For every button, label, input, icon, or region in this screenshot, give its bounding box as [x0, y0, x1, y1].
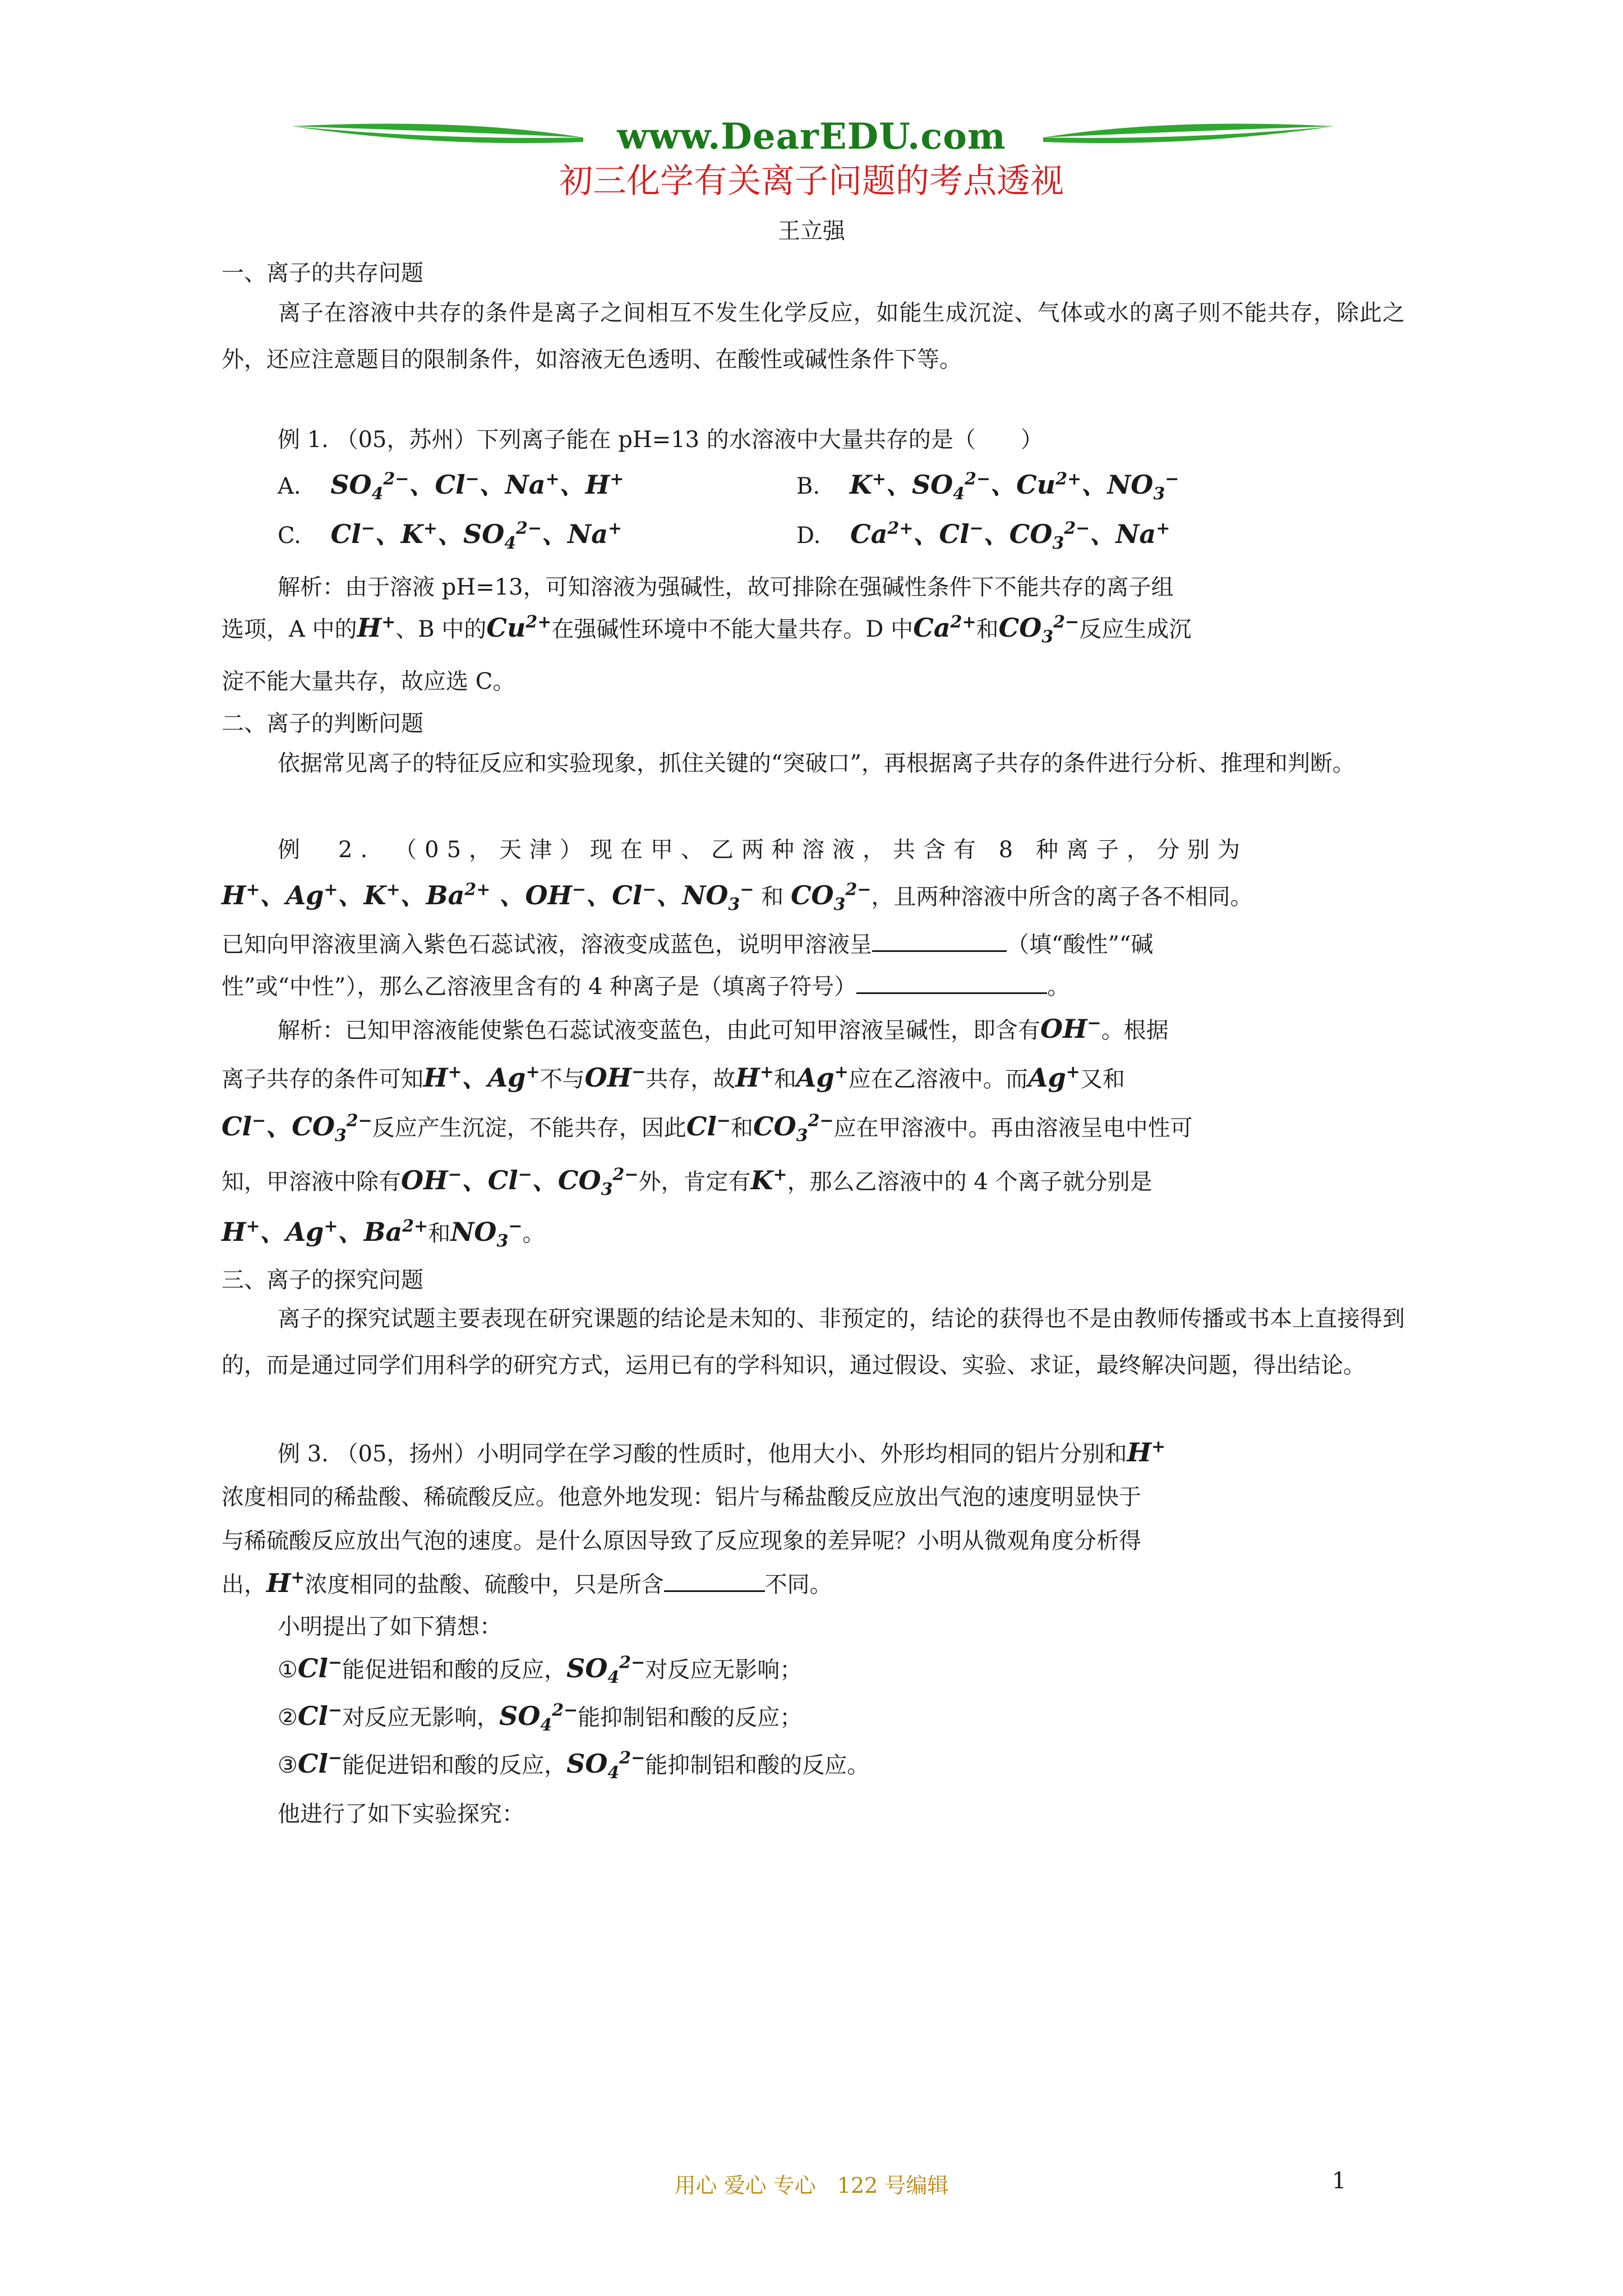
example-2-line-2: H+、Ag+、K+、$Ba^{2+}$ 、OH−、Cl−、$NO_3^-$ 和 $CO_3^{2-}$，且两种溶液中所含的离子各不相同。: [222, 880, 1253, 915]
example-1-question: 例 1. （05，苏州）下列离子能在 pH=13 的水溶液中大量共存的是（ ）: [278, 427, 1043, 453]
paragraph-2: 依据常见离子的特征反应和实验现象，抓住关键的“突破口”，再根据离子共存的条件进行分析、推理和判断。: [278, 751, 1355, 776]
section-heading-2: 二、离子的判断问题: [222, 711, 423, 737]
page-title: 初三化学有关离子问题的考点透视: [559, 162, 1064, 201]
example-2-analysis-line-2: 离子共存的条件可知H+、Ag+不与OH−共存，故H+和Ag+应在乙溶液中。而Ag+又和: [222, 1062, 1125, 1093]
example-2-analysis-line-4: 知，甲溶液中除有OH−、Cl−、$CO_3^{2-}$外，肯定有K+，那么乙溶液中的 4 个离子就分别是: [222, 1165, 1152, 1200]
example-3-final-line: 他进行了如下实验探究：: [278, 1801, 524, 1827]
guess-3: ③Cl−能促进铝和酸的反应，$SO_4^{2-}$能抑制铝和酸的反应。: [278, 1748, 870, 1783]
section-heading-1: 一、离子的共存问题: [222, 260, 423, 286]
guess-1: ①Cl−能促进铝和酸的反应，$SO_4^{2-}$对反应无影响；: [278, 1653, 803, 1688]
example-2-analysis-line-5: H+、Ag+、$Ba^{2+}$和$NO_3^-$。: [222, 1216, 545, 1251]
option-d: D. $Ca^{2+}$、Cl−、$CO_3^{2-}$、Na+: [796, 518, 1170, 554]
example-3-guess-intro: 小明提出了如下猜想：: [278, 1614, 502, 1640]
example-2-analysis-line-1: 解析：已知甲溶液能使紫色石蕊试液变蓝色，由此可知甲溶液呈碱性，即含有OH−。根据: [278, 1013, 1169, 1044]
example-3-line-1: 例 3. （05，扬州）小明同学在学习酸的性质时，他用大小、外形均相同的铝片分别和H+: [278, 1437, 1166, 1467]
example-1-analysis-line-3: 淀不能大量共存，故应选 C。: [222, 669, 515, 694]
example-2-line-4: 性”或“中性”），那么乙溶液里含有的 4 种离子是（填离子符号） 。: [222, 969, 1069, 1001]
example-3-line-2: 浓度相同的稀盐酸、稀硫酸反应。他意外地发现：铝片与稀盐酸反应放出气泡的速度明显快于: [222, 1484, 1141, 1510]
example-3-line-4: 出，H+浓度相同的盐酸、硫酸中，只是所含 不同。: [222, 1567, 832, 1598]
example-3-line-3: 与稀硫酸反应放出气泡的速度。是什么原因导致了反应现象的差异呢？小明从微观角度分析得: [222, 1528, 1141, 1554]
example-2-line-1: 例 2. （05，天津）现在甲、乙两种溶液，共含有 8 种离子，分别为: [278, 837, 1248, 863]
guess-2: ②Cl−对反应无影响，$SO_4^{2-}$能抑制铝和酸的反应；: [278, 1700, 803, 1736]
option-b: B. K+、$SO_4^{2-}$、$Cu^{2+}$、$NO_3^-$: [796, 469, 1179, 504]
paragraph-1: 离子在溶液中共存的条件是离子之间相互不发生化学反应，如能生成沉淀、气体或水的离子则不能共存，除此之外，还应注意题目的限制条件，如溶液无色透明、在酸性或碱性条件下等。: [222, 300, 1405, 372]
site-logo-text: www.DearEDU.com: [617, 116, 1006, 158]
option-c: C. Cl−、K+、$SO_4^{2-}$、Na+: [278, 518, 623, 554]
page-number: 1: [1332, 2168, 1347, 2194]
example-1-analysis-line-2: 选项，A 中的H+、B 中的$Cu^{2+}$在强碱性环境中不能大量共存。D 中$Ca^{2+}$和$CO_3^{2-}$反应生成沉: [222, 612, 1192, 647]
paragraph-3: 离子的探究试题主要表现在研究课题的结论是未知的、非预定的，结论的获得也不是由教师传播或书本上直接得到的，而是通过同学们用科学的研究方式，运用已有的学科知识，通过假设、实验、求证，最终解决问题，得出结论。: [222, 1306, 1405, 1378]
example-2-line-3: 已知向甲溶液里滴入紫色石蕊试液，溶液变成蓝色，说明甲溶液呈 （填“酸性”“碱: [222, 927, 1153, 959]
page-footer: 用心 爱心 专心 122 号编辑: [674, 2173, 949, 2198]
example-2-analysis-line-3: Cl−、$CO_3^{2-}$反应产生沉淀，不能共存，因此Cl−和$CO_3^{2-}$应在甲溶液中。再由溶液呈电中性可: [222, 1111, 1193, 1146]
author: 王立强: [778, 218, 845, 244]
option-a: A. $SO_4^{2-}$、Cl−、Na+、H+: [278, 469, 624, 504]
example-1-analysis-line-1: 解析：由于溶液 pH=13，可知溶液为强碱性，故可排除在强碱性条件下不能共存的离子组: [278, 574, 1174, 600]
section-heading-3: 三、离子的探究问题: [222, 1267, 423, 1293]
